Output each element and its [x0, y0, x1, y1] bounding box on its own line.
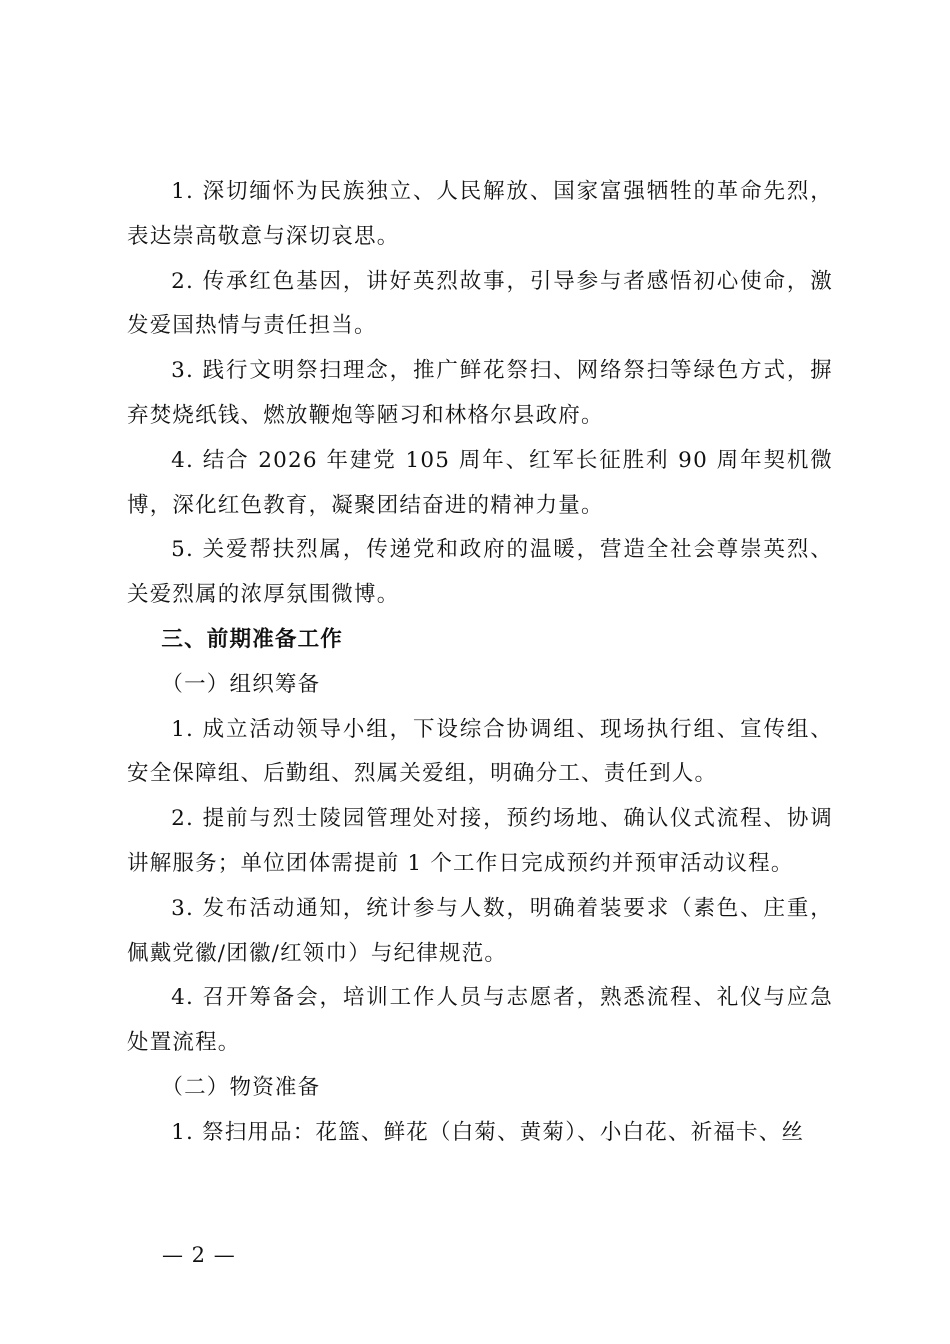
- paragraph-goal-5: 5. 关爱帮扶烈属，传递党和政府的温暖，营造全社会尊崇英烈、关爱烈属的浓厚氛围微博。: [127, 537, 833, 608]
- paragraph-goal-1: 1. 深切缅怀为民族独立、人民解放、国家富强牺牲的革命先烈，表达崇高敬意与深切哀思。: [127, 179, 833, 249]
- paragraph-organization-3: 3. 发布活动通知，统计参与人数，明确着装要求（素色、庄重，佩戴党徽/团徽/红领巾）与纪律规范。: [127, 895, 833, 966]
- paragraph-goal-3: 3. 践行文明祭扫理念，推广鲜花祭扫、网络祭扫等绿色方式，摒弃焚烧纸钱、燃放鞭炮等陋习和林格尔县政府。: [127, 358, 833, 428]
- paragraph-goal-2: 2. 传承红色基因，讲好英烈故事，引导参与者感悟初心使命，激发爱国热情与责任担当。: [127, 268, 833, 339]
- paragraph-organization-2: 2. 提前与烈士陵园管理处对接，预约场地、确认仪式流程、协调讲解服务；单位团体需提前 1 个工作日完成预约并预审活动议程。: [127, 806, 833, 876]
- paragraph-materials-1: 1. 祭扫用品：花篮、鲜花（白菊、黄菊）、小白花、祈福卡、丝: [171, 1119, 805, 1145]
- paragraph-organization-4: 4. 召开筹备会，培训工作人员与志愿者，熟悉流程、礼仪与应急处置流程。: [127, 985, 833, 1056]
- page-number: — 2 —: [162, 1243, 236, 1267]
- subsection-heading-materials: （二）物资准备: [161, 1074, 321, 1100]
- paragraph-goal-4: 4. 结合 2026 年建党 105 周年、红军长征胜利 90 周年契机微博，深化红色教育，凝聚团结奋进的精神力量。: [127, 447, 833, 518]
- paragraph-organization-1: 1. 成立活动领导小组，下设综合协调组、现场执行组、宣传组、安全保障组、后勤组、烈属关爱组，明确分工、责任到人。: [127, 716, 833, 787]
- section-heading-preparation: 三、前期准备工作: [161, 626, 343, 652]
- document-body: [127, 170, 833, 1156]
- subsection-heading-organization: （一）组织筹备: [161, 671, 321, 697]
